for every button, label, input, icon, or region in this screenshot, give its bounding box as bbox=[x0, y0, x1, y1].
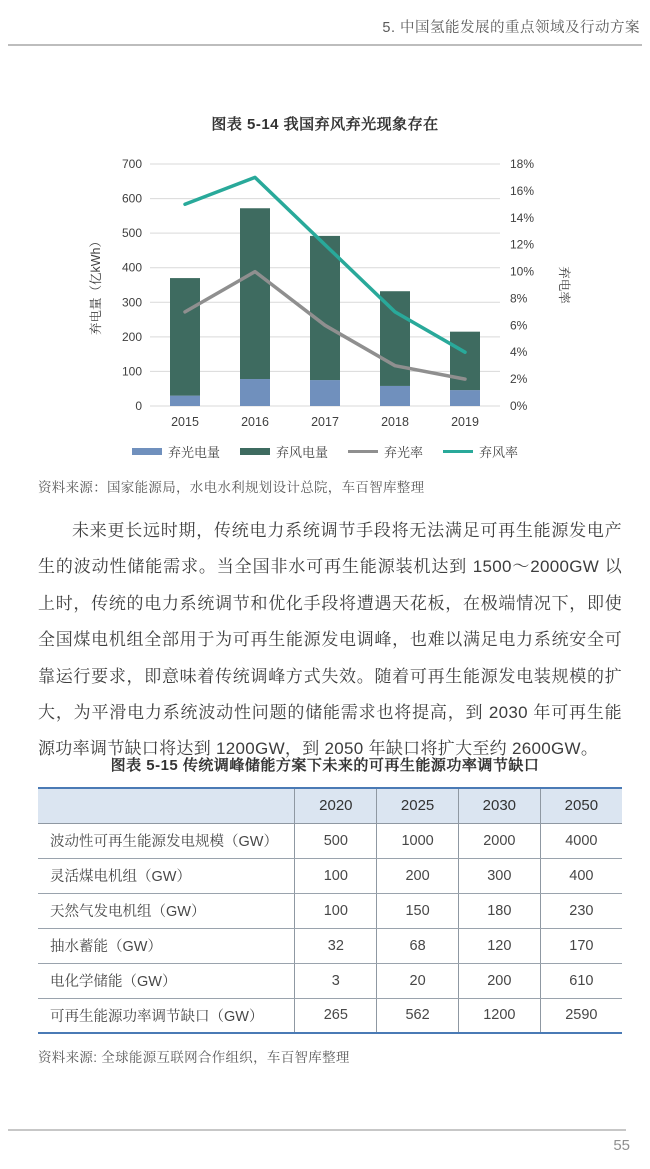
legend-swatch-line bbox=[443, 450, 473, 454]
value-cell: 2000 bbox=[458, 823, 540, 858]
row-label-cell: 抽水蓄能（GW） bbox=[38, 928, 295, 963]
bar-segment-弃光电量 bbox=[310, 380, 340, 406]
legend-item bbox=[348, 442, 423, 461]
left-axis-tick-label: 0 bbox=[135, 399, 142, 413]
right-axis-tick-label: 4% bbox=[510, 345, 528, 360]
value-cell: 120 bbox=[458, 928, 540, 963]
left-axis-tick-label: 200 bbox=[121, 329, 142, 344]
page-number: 55 bbox=[613, 1137, 630, 1154]
right-axis-tick-label: 2% bbox=[510, 372, 528, 387]
value-cell: 400 bbox=[540, 858, 622, 893]
figure-5-14-title: 图表 5-14 我国弃风弃光现象存在 bbox=[211, 116, 439, 133]
x-axis-label: 2017 bbox=[311, 415, 339, 429]
bar-segment-弃光电量 bbox=[240, 379, 270, 406]
header-divider bbox=[8, 44, 642, 46]
legend-swatch-line bbox=[348, 450, 378, 454]
left-axis-tick-label: 600 bbox=[121, 191, 142, 206]
value-cell: 2590 bbox=[540, 998, 622, 1033]
figure-5-15-table bbox=[38, 787, 622, 1034]
table-year-header: 2025 bbox=[377, 788, 459, 823]
value-cell: 200 bbox=[458, 963, 540, 998]
table-header-row bbox=[38, 788, 622, 823]
table-row bbox=[38, 823, 622, 858]
table-corner-cell bbox=[38, 788, 295, 823]
bar-segment-弃风电量 bbox=[380, 291, 410, 386]
value-cell: 32 bbox=[295, 928, 377, 963]
table-row bbox=[38, 928, 622, 963]
row-label-cell: 波动性可再生能源发电规模（GW） bbox=[38, 823, 295, 858]
value-cell: 500 bbox=[295, 823, 377, 858]
right-axis-tick-label: 18% bbox=[510, 157, 535, 171]
body-paragraph: 未来更长远时期，传统电力系统调节手段将无法满足可再生能源发电产生的波动性储能需求。当全国非水可再生能源装机达到 1500～2000GW 以上时，传统的电力系统调节和优化手段将遭遇天花板，在极端情况下，即使全国煤电机组全部用于为可再生能源发电调峰，也难以满足电力系统安全可靠运行要求，即意味着传统调峰方式失效。随着可再生能源发电装规模的扩大，为平滑电力系统波动性问题的储能需求也将提高，到 2030 年可再生能源功率调节缺口将达到 1200GW，到 2050 年缺口将扩大至约 2600GW。 bbox=[38, 521, 622, 759]
right-axis-tick-label: 16% bbox=[510, 183, 535, 198]
left-axis-tick-label: 400 bbox=[121, 260, 142, 275]
x-axis-label: 2015 bbox=[171, 415, 199, 429]
value-cell: 100 bbox=[295, 893, 377, 928]
left-axis-tick-label: 300 bbox=[121, 295, 142, 310]
value-cell: 300 bbox=[458, 858, 540, 893]
figure-5-14-source: 资料来源：国家能源局，水电水利规划设计总院，车百智库整理 bbox=[38, 480, 425, 495]
value-cell: 1000 bbox=[377, 823, 459, 858]
legend-item bbox=[132, 442, 220, 461]
row-label-cell: 电化学储能（GW） bbox=[38, 963, 295, 998]
table-row bbox=[38, 893, 622, 928]
value-cell: 4000 bbox=[540, 823, 622, 858]
table-row bbox=[38, 858, 622, 893]
value-cell: 200 bbox=[377, 858, 459, 893]
row-label-cell: 可再生能源功率调节缺口（GW） bbox=[38, 998, 295, 1033]
x-axis-label: 2016 bbox=[241, 415, 269, 429]
right-axis-tick-label: 8% bbox=[510, 291, 528, 306]
table-year-header: 2020 bbox=[295, 788, 377, 823]
legend-label: 弃光率 bbox=[384, 445, 424, 460]
value-cell: 100 bbox=[295, 858, 377, 893]
right-axis-tick-label: 14% bbox=[510, 210, 535, 225]
right-axis-tick-label: 12% bbox=[510, 237, 535, 252]
bar-segment-弃光电量 bbox=[380, 386, 410, 406]
chart-legend bbox=[0, 442, 650, 461]
value-cell: 68 bbox=[377, 928, 459, 963]
left-axis-tick-label: 500 bbox=[121, 226, 142, 241]
table-year-header: 2050 bbox=[540, 788, 622, 823]
legend-label: 弃风率 bbox=[479, 445, 519, 460]
bar-segment-弃光电量 bbox=[450, 390, 480, 406]
value-cell: 20 bbox=[377, 963, 459, 998]
combo-chart-svg bbox=[55, 140, 595, 440]
right-axis-tick-label: 0% bbox=[510, 399, 528, 413]
table-row bbox=[38, 998, 622, 1033]
row-label-cell: 天然气发电机组（GW） bbox=[38, 893, 295, 928]
right-axis-tick-label: 6% bbox=[510, 318, 528, 333]
bar-segment-弃风电量 bbox=[240, 208, 270, 379]
left-axis-tick-label: 700 bbox=[121, 157, 142, 171]
legend-swatch-bar bbox=[240, 448, 270, 455]
bar-segment-弃风电量 bbox=[310, 236, 340, 380]
row-label-cell: 灵活煤电机组（GW） bbox=[38, 858, 295, 893]
left-axis-title: 弃电量（亿kWh） bbox=[89, 234, 103, 336]
table-year-header: 2030 bbox=[458, 788, 540, 823]
legend-label: 弃风电量 bbox=[275, 445, 328, 460]
value-cell: 265 bbox=[295, 998, 377, 1033]
value-cell: 230 bbox=[540, 893, 622, 928]
legend-label: 弃光电量 bbox=[167, 445, 220, 460]
value-cell: 610 bbox=[540, 963, 622, 998]
value-cell: 150 bbox=[377, 893, 459, 928]
footer-divider bbox=[8, 1129, 626, 1131]
value-cell: 170 bbox=[540, 928, 622, 963]
x-axis-label: 2019 bbox=[451, 415, 479, 429]
figure-5-15-source: 资料来源: 全球能源互联网合作组织，车百智库整理 bbox=[38, 1050, 350, 1065]
value-cell: 1200 bbox=[458, 998, 540, 1033]
x-axis-label: 2018 bbox=[381, 415, 409, 429]
bar-segment-弃风电量 bbox=[450, 332, 480, 390]
figure-5-15-title: 图表 5-15 传统调峰储能方案下未来的可再生能源功率调节缺口 bbox=[110, 757, 540, 774]
value-cell: 3 bbox=[295, 963, 377, 998]
bar-segment-弃风电量 bbox=[170, 278, 200, 396]
legend-item bbox=[240, 442, 328, 461]
legend-item bbox=[443, 442, 518, 461]
right-axis-tick-label: 10% bbox=[510, 264, 535, 279]
right-axis-title: 弃电率 bbox=[557, 266, 571, 304]
legend-swatch-bar bbox=[132, 448, 162, 455]
left-axis-tick-label: 100 bbox=[121, 364, 142, 379]
table-row bbox=[38, 963, 622, 998]
bar-segment-弃光电量 bbox=[170, 396, 200, 406]
figure-5-14-chart bbox=[55, 140, 595, 440]
value-cell: 180 bbox=[458, 893, 540, 928]
value-cell: 562 bbox=[377, 998, 459, 1033]
page-header-title: 5. 中国氢能发展的重点领域及行动方案 bbox=[382, 20, 640, 36]
